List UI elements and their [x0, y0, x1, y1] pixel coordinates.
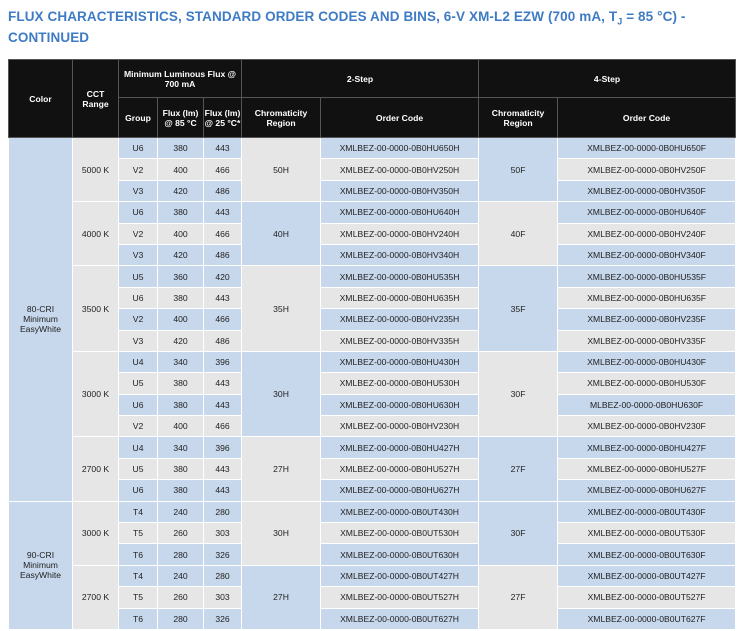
chroma-region-4step: 27F	[479, 437, 558, 501]
order-code-2step: XMLBEZ-00-0000-0B0HU627H	[321, 480, 479, 501]
order-code-2step: XMLBEZ-00-0000-0B0UT630H	[321, 544, 479, 565]
order-code-2step: XMLBEZ-00-0000-0B0UT527H	[321, 587, 479, 608]
header-order-4step: Order Code	[558, 98, 736, 138]
order-code-2step: XMLBEZ-00-0000-0B0HU635H	[321, 287, 479, 308]
group-cell: U6	[119, 480, 158, 501]
group-cell: T4	[119, 565, 158, 586]
table-row	[9, 523, 736, 544]
color-cell: 90-CRI Minimum EasyWhite	[9, 501, 73, 629]
cct-range-cell: 4000 K	[73, 202, 119, 266]
order-code-4step: XMLBEZ-00-0000-0B0HU427F	[558, 437, 736, 458]
group-cell: V3	[119, 330, 158, 351]
flux-85-cell: 380	[158, 202, 204, 223]
order-code-2step: XMLBEZ-00-0000-0B0HV240H	[321, 223, 479, 244]
order-code-4step: XMLBEZ-00-0000-0B0HV240F	[558, 223, 736, 244]
flux-85-cell: 400	[158, 309, 204, 330]
table-row	[9, 244, 736, 265]
flux-85-cell: 260	[158, 523, 204, 544]
group-cell: U4	[119, 351, 158, 372]
flux-25-cell: 420	[204, 266, 242, 287]
flux-85-cell: 260	[158, 587, 204, 608]
order-code-2step: XMLBEZ-00-0000-0B0HV335H	[321, 330, 479, 351]
order-code-2step: XMLBEZ-00-0000-0B0UT627H	[321, 608, 479, 629]
chroma-region-2step: 50H	[242, 138, 321, 202]
flux-25-cell: 326	[204, 608, 242, 629]
order-code-4step: XMLBEZ-00-0000-0B0UT430F	[558, 501, 736, 522]
table-row	[9, 223, 736, 244]
order-code-4step: XMLBEZ-00-0000-0B0HU650F	[558, 138, 736, 159]
cct-range-cell: 2700 K	[73, 565, 119, 629]
cct-range-cell: 3500 K	[73, 266, 119, 352]
flux-25-cell: 443	[204, 138, 242, 159]
chroma-region-2step: 30H	[242, 351, 321, 437]
group-cell: U5	[119, 266, 158, 287]
order-code-2step: XMLBEZ-00-0000-0B0HU530H	[321, 373, 479, 394]
chroma-region-4step: 40F	[479, 202, 558, 266]
flux-25-cell: 443	[204, 394, 242, 415]
header-group: Group	[119, 98, 158, 138]
order-code-4step: XMLBEZ-00-0000-0B0HU527F	[558, 458, 736, 479]
chroma-region-2step: 40H	[242, 202, 321, 266]
table-row	[9, 309, 736, 330]
table-row	[9, 416, 736, 437]
table-row	[9, 501, 736, 522]
flux-25-cell: 486	[204, 180, 242, 201]
order-code-4step: XMLBEZ-00-0000-0B0HU640F	[558, 202, 736, 223]
flux-25-cell: 486	[204, 244, 242, 265]
chroma-region-2step: 35H	[242, 266, 321, 352]
order-code-2step: XMLBEZ-00-0000-0B0HV250H	[321, 159, 479, 180]
table-row	[9, 608, 736, 629]
group-cell: V2	[119, 223, 158, 244]
header-4-step: 4-Step	[479, 60, 736, 98]
flux-85-cell: 340	[158, 351, 204, 372]
flux-25-cell: 303	[204, 587, 242, 608]
table-header	[9, 60, 736, 138]
flux-25-cell: 466	[204, 223, 242, 244]
flux-85-cell: 280	[158, 608, 204, 629]
table-row	[9, 480, 736, 501]
order-code-4step: XMLBEZ-00-0000-0B0HV335F	[558, 330, 736, 351]
table-row	[9, 394, 736, 415]
group-cell: V2	[119, 159, 158, 180]
order-code-4step: XMLBEZ-00-0000-0B0UT627F	[558, 608, 736, 629]
group-cell: U6	[119, 202, 158, 223]
table-row	[9, 565, 736, 586]
page-title	[8, 9, 734, 46]
order-code-4step: XMLBEZ-00-0000-0B0HV230F	[558, 416, 736, 437]
table-body	[9, 138, 736, 630]
chroma-region-4step: 30F	[479, 351, 558, 437]
flux-85-cell: 400	[158, 223, 204, 244]
flux-25-cell: 443	[204, 202, 242, 223]
table-row	[9, 458, 736, 479]
flux-85-cell: 360	[158, 266, 204, 287]
order-code-2step: XMLBEZ-00-0000-0B0UT427H	[321, 565, 479, 586]
order-code-2step: XMLBEZ-00-0000-0B0HU630H	[321, 394, 479, 415]
group-cell: T6	[119, 544, 158, 565]
table-row	[9, 159, 736, 180]
flux-85-cell: 380	[158, 138, 204, 159]
group-cell: V3	[119, 180, 158, 201]
header-2-step: 2-Step	[242, 60, 479, 98]
order-code-2step: XMLBEZ-00-0000-0B0UT430H	[321, 501, 479, 522]
group-cell: U6	[119, 287, 158, 308]
group-cell: U6	[119, 394, 158, 415]
order-code-4step: XMLBEZ-00-0000-0B0UT530F	[558, 523, 736, 544]
flux-25-cell: 486	[204, 330, 242, 351]
table-row	[9, 202, 736, 223]
group-cell: T6	[119, 608, 158, 629]
flux-25-cell: 466	[204, 416, 242, 437]
order-code-2step: XMLBEZ-00-0000-0B0HU650H	[321, 138, 479, 159]
table-row	[9, 266, 736, 287]
chroma-region-2step: 27H	[242, 565, 321, 629]
flux-85-cell: 340	[158, 437, 204, 458]
chroma-region-4step: 35F	[479, 266, 558, 352]
group-cell: U5	[119, 373, 158, 394]
flux-25-cell: 443	[204, 287, 242, 308]
table-row	[9, 287, 736, 308]
flux-25-cell: 443	[204, 373, 242, 394]
order-code-4step: XMLBEZ-00-0000-0B0HU627F	[558, 480, 736, 501]
cct-range-cell: 5000 K	[73, 138, 119, 202]
table-row	[9, 138, 736, 159]
flux-order-code-table	[8, 59, 736, 630]
order-code-4step: MLBEZ-00-0000-0B0HU630F	[558, 394, 736, 415]
flux-85-cell: 400	[158, 159, 204, 180]
order-code-2step: XMLBEZ-00-0000-0B0UT530H	[321, 523, 479, 544]
order-code-4step: XMLBEZ-00-0000-0B0HU635F	[558, 287, 736, 308]
order-code-4step: XMLBEZ-00-0000-0B0HV250F	[558, 159, 736, 180]
order-code-2step: XMLBEZ-00-0000-0B0HV350H	[321, 180, 479, 201]
flux-25-cell: 466	[204, 159, 242, 180]
group-cell: V2	[119, 416, 158, 437]
flux-85-cell: 380	[158, 373, 204, 394]
flux-85-cell: 420	[158, 330, 204, 351]
group-cell: V3	[119, 244, 158, 265]
group-cell: T4	[119, 501, 158, 522]
color-cell: 80-CRI Minimum EasyWhite	[9, 138, 73, 502]
order-code-2step: XMLBEZ-00-0000-0B0HV230H	[321, 416, 479, 437]
header-chroma-2step: Chromaticity Region	[242, 98, 321, 138]
group-cell: U6	[119, 138, 158, 159]
chroma-region-2step: 27H	[242, 437, 321, 501]
header-flux-85: Flux (lm) @ 85 °C	[158, 98, 204, 138]
order-code-4step: XMLBEZ-00-0000-0B0HU535F	[558, 266, 736, 287]
title-main-end: = 85 °C) -	[622, 9, 686, 24]
chroma-region-2step: 30H	[242, 501, 321, 565]
flux-85-cell: 400	[158, 416, 204, 437]
flux-25-cell: 396	[204, 351, 242, 372]
flux-85-cell: 380	[158, 480, 204, 501]
chroma-region-4step: 27F	[479, 565, 558, 629]
order-code-4step: XMLBEZ-00-0000-0B0UT427F	[558, 565, 736, 586]
flux-25-cell: 280	[204, 565, 242, 586]
header-cct-range: CCT Range	[73, 60, 119, 138]
flux-85-cell: 420	[158, 244, 204, 265]
flux-25-cell: 443	[204, 480, 242, 501]
order-code-4step: XMLBEZ-00-0000-0B0HU530F	[558, 373, 736, 394]
order-code-2step: XMLBEZ-00-0000-0B0HU527H	[321, 458, 479, 479]
order-code-2step: XMLBEZ-00-0000-0B0HV235H	[321, 309, 479, 330]
flux-85-cell: 420	[158, 180, 204, 201]
title-main: FLUX CHARACTERISTICS, STANDARD ORDER CODES AND BINS, 6-V XM-L2 EZW (700 mA, T	[8, 9, 618, 24]
table-row	[9, 330, 736, 351]
flux-85-cell: 380	[158, 287, 204, 308]
order-code-4step: XMLBEZ-00-0000-0B0UT527F	[558, 587, 736, 608]
header-order-2step: Order Code	[321, 98, 479, 138]
flux-85-cell: 240	[158, 565, 204, 586]
chroma-region-4step: 30F	[479, 501, 558, 565]
order-code-4step: XMLBEZ-00-0000-0B0UT630F	[558, 544, 736, 565]
flux-85-cell: 280	[158, 544, 204, 565]
flux-25-cell: 326	[204, 544, 242, 565]
order-code-4step: XMLBEZ-00-0000-0B0HV235F	[558, 309, 736, 330]
order-code-2step: XMLBEZ-00-0000-0B0HU640H	[321, 202, 479, 223]
table-row	[9, 587, 736, 608]
order-code-2step: XMLBEZ-00-0000-0B0HU430H	[321, 351, 479, 372]
table-row	[9, 437, 736, 458]
flux-85-cell: 380	[158, 394, 204, 415]
title-continued: CONTINUED	[8, 29, 90, 45]
cct-range-cell: 3000 K	[73, 351, 119, 437]
order-code-2step: XMLBEZ-00-0000-0B0HU427H	[321, 437, 479, 458]
cct-range-cell: 2700 K	[73, 437, 119, 501]
flux-85-cell: 240	[158, 501, 204, 522]
header-chroma-4step: Chromaticity Region	[479, 98, 558, 138]
flux-25-cell: 280	[204, 501, 242, 522]
header-min-flux: Minimum Luminous Flux @ 700 mA	[119, 60, 242, 98]
group-cell: T5	[119, 587, 158, 608]
order-code-4step: XMLBEZ-00-0000-0B0HV340F	[558, 244, 736, 265]
flux-25-cell: 466	[204, 309, 242, 330]
table-row	[9, 544, 736, 565]
title-subscript: J	[617, 16, 623, 27]
group-cell: U5	[119, 458, 158, 479]
flux-85-cell: 380	[158, 458, 204, 479]
order-code-4step: XMLBEZ-00-0000-0B0HV350F	[558, 180, 736, 201]
table-row	[9, 351, 736, 372]
group-cell: T5	[119, 523, 158, 544]
flux-25-cell: 443	[204, 458, 242, 479]
header-flux-25: Flux (lm) @ 25 °C*	[204, 98, 242, 138]
table-row	[9, 373, 736, 394]
order-code-2step: XMLBEZ-00-0000-0B0HV340H	[321, 244, 479, 265]
order-code-2step: XMLBEZ-00-0000-0B0HU535H	[321, 266, 479, 287]
flux-25-cell: 396	[204, 437, 242, 458]
cct-range-cell: 3000 K	[73, 501, 119, 565]
order-code-4step: XMLBEZ-00-0000-0B0HU430F	[558, 351, 736, 372]
group-cell: U4	[119, 437, 158, 458]
chroma-region-4step: 50F	[479, 138, 558, 202]
table-row	[9, 180, 736, 201]
group-cell: V2	[119, 309, 158, 330]
flux-25-cell: 303	[204, 523, 242, 544]
header-color: Color	[9, 60, 73, 138]
